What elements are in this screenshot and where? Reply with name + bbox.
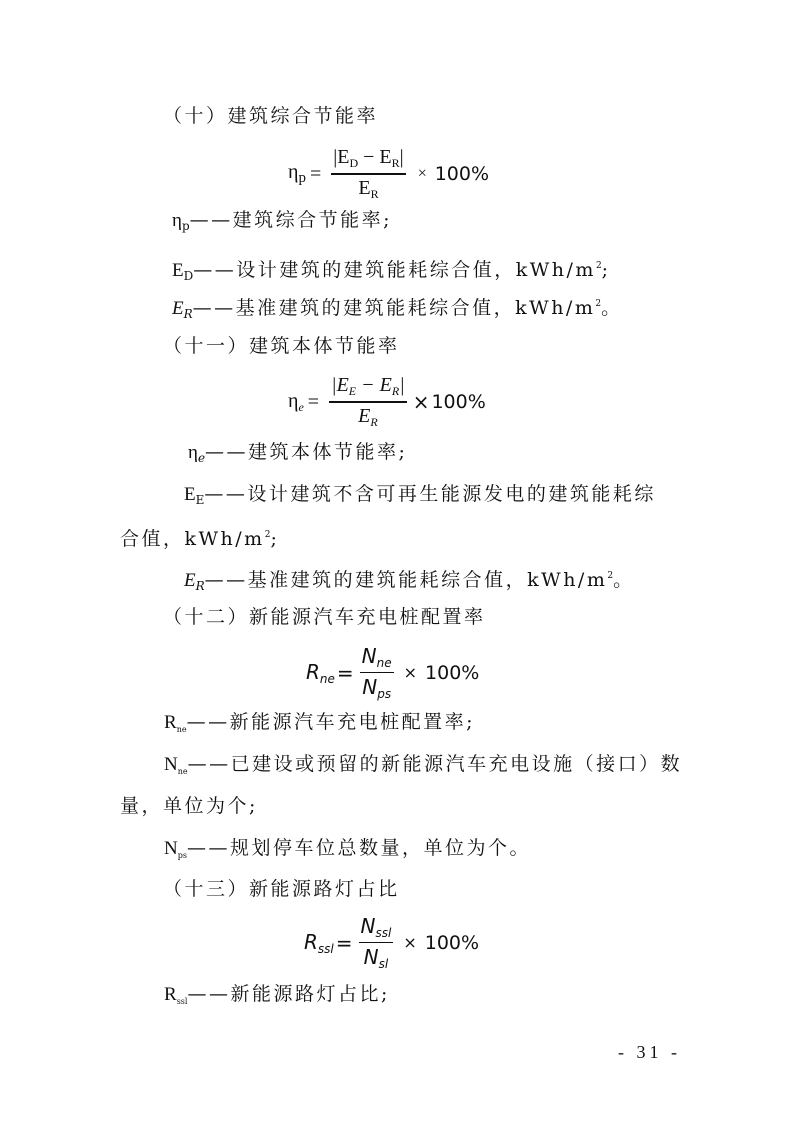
definition-e-e-continuation: 合值，kWh/$m^2$; — [120, 528, 280, 550]
numerator: $|E_D - E_R|$ — [331, 146, 405, 175]
definition-r-ne: $R_{ne}——$新能源汽车充电桩配置率; — [164, 711, 475, 734]
section-heading-13: （十三）新能源路灯占比 — [163, 878, 400, 900]
equals-sign: = — [307, 390, 320, 413]
definition-e-r: $E_R——$基准建筑的建筑能耗综合值，kWh/$m^2$。 — [172, 297, 623, 321]
formula-building-energy-saving-rate — [288, 146, 489, 202]
percent-value: 100% — [425, 661, 480, 684]
numerator: $|E_E - E_R|$ — [329, 374, 407, 403]
formula-ev-charging-pile-rate — [306, 644, 479, 701]
fraction — [329, 374, 407, 430]
definition-e-e: $E_E——$设计建筑不含可再生能源发电的建筑能耗综 — [184, 483, 656, 507]
section-heading-12: （十二）新能源汽车充电桩配置率 — [163, 606, 486, 628]
times-sign: × — [403, 933, 417, 952]
percent-value: 100% — [434, 163, 490, 185]
equals-sign: = — [335, 930, 353, 955]
times-sign: × — [417, 165, 427, 182]
definition-n-ps: $N_{ps}——$规划停车位总数量，单位为个。 — [164, 837, 531, 860]
denominator: $N_{ps}$ — [362, 675, 392, 701]
definition-r-ssl: $R_{ssl}——$新能源路灯占比; — [164, 983, 390, 1006]
times-sign: × — [403, 663, 418, 682]
equals-sign: = — [309, 162, 322, 185]
definition-eta-p: $\eta_p——$建筑综合节能率; — [172, 209, 393, 233]
definition-e-r-2: $E_R——$基准建筑的建筑能耗综合值，kWh/$m^2$。 — [184, 569, 635, 593]
section-heading-11: （十一）建筑本体节能率 — [163, 335, 400, 357]
equals-sign: = — [336, 660, 354, 685]
denominator: $E_R$ — [358, 177, 379, 201]
formula-lhs: $R_{ssl}$ — [304, 929, 334, 956]
definition-e-d: $E_D——$设计建筑的建筑能耗综合值，kWh/$m^2$; — [172, 259, 611, 283]
definition-eta-e: $\eta_e——$建筑本体节能率; — [188, 441, 408, 465]
percent-value: 100% — [424, 931, 480, 954]
denominator: $N_{sl}$ — [363, 945, 389, 971]
formula-lhs: $R_{ne}$ — [306, 659, 335, 686]
numerator: $N_{ssl}$ — [359, 914, 394, 943]
formula-lhs: $\eta_p$ — [288, 161, 306, 186]
times-sign: × — [412, 390, 430, 414]
definition-n-ne-continuation: 量，单位为个; — [120, 795, 258, 817]
section-heading-10: （十）建筑综合节能率 — [163, 105, 379, 127]
fraction — [331, 146, 405, 202]
fraction — [360, 644, 394, 701]
page-number: - 31 - — [618, 1042, 681, 1062]
denominator: $E_R$ — [358, 405, 378, 429]
numerator: $N_{ne}$ — [360, 644, 394, 673]
formula-lhs: $\eta_e$ — [288, 389, 304, 414]
definition-n-ne: $N_{ne}——$已建设或预留的新能源汽车充电设施（接口）数 — [164, 753, 683, 776]
formula-new-energy-streetlight-ratio — [304, 914, 479, 971]
formula-building-body-energy-saving-rate — [288, 374, 486, 430]
percent-value: 100% — [431, 391, 486, 413]
fraction — [359, 914, 394, 971]
